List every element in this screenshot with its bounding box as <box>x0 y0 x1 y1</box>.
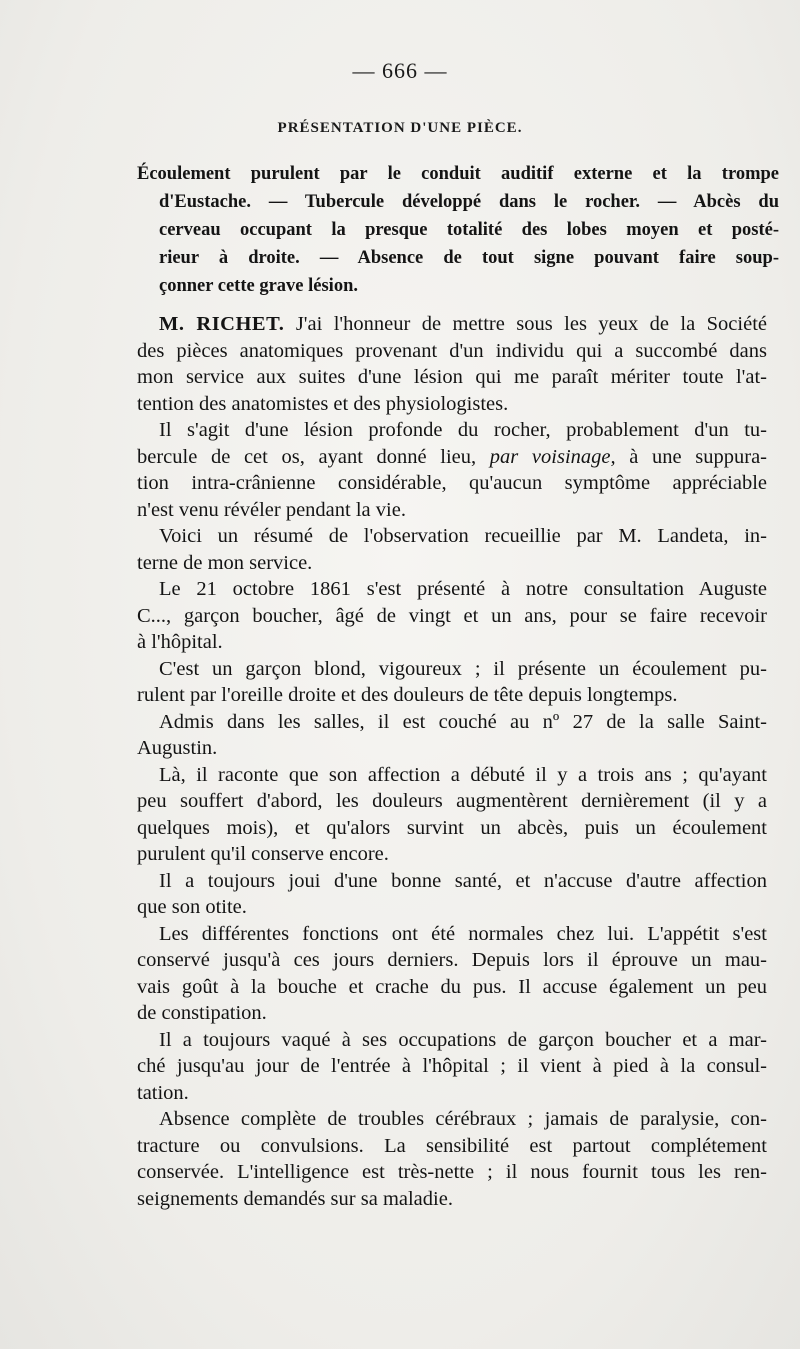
paragraph-line: Augustin. <box>137 737 218 759</box>
paragraph-line: n'est venu révéler pendant la vie. <box>137 498 406 521</box>
paragraph-line: terne de mon service. <box>137 551 313 574</box>
paragraph-line: conservé jusqu'à ces jours derniers. Depuis lors il éprouve un mau- <box>137 949 767 971</box>
paragraph-line: purulent qu'il conserve encore. <box>137 843 389 865</box>
paragraph-line: Il s'agit d'une lésion profonde du rocher, probablement d'un tu- <box>159 419 767 441</box>
paragraph-line: Voici un résumé de l'observation recueillie par M. Landeta, in- <box>159 525 767 547</box>
paragraph-line: seignements demandés sur sa maladie. <box>137 1187 453 1210</box>
paragraph-line <box>137 444 767 471</box>
paragraph-line: Absence complète de troubles cérébraux ; jamais de paralysie, con- <box>159 1108 767 1130</box>
paragraph-text: à une suppura- <box>615 445 767 468</box>
paragraph-line: ché jusqu'au jour de l'entrée à l'hôpital ; il vient à pied à la consul- <box>137 1055 767 1077</box>
paragraph-line: peu souffert d'abord, les douleurs augmentèrent dernièrement (il y a <box>137 790 767 812</box>
paragraph-line <box>137 311 767 338</box>
paragraph-line: à l'hôpital. <box>137 631 223 653</box>
case-summary <box>137 160 779 300</box>
summary-line: rieur à droite. — Absence de tout signe pouvant faire soup- <box>159 248 779 268</box>
paragraph-line: des pièces anatomiques provenant d'un individu qui a succombé dans <box>137 339 767 362</box>
summary-line: d'Eustache. — Tubercule développé dans le rocher. — Abcès du <box>159 192 779 212</box>
paragraph-line: Le 21 octobre 1861 s'est présenté à notre consultation Auguste <box>159 578 767 600</box>
section-title: PRÉSENTATION D'UNE PIÈCE. <box>277 120 523 136</box>
paragraph-line: Il a toujours vaqué à ses occupations de garçon boucher et a mar- <box>159 1028 767 1051</box>
paragraph-line: Là, il raconte que son affection a débuté il y a trois ans ; qu'ayant <box>159 763 767 786</box>
paragraph-line: conservée. L'intelligence est très-nette ; il nous fournit tous les ren- <box>137 1161 767 1183</box>
page-number: — 666 — <box>352 58 448 83</box>
paragraph-line: de constipation. <box>137 1002 267 1024</box>
paragraph-line: Admis dans les salles, il est couché au nº 27 de la salle Saint- <box>159 710 767 733</box>
paragraph-line: mon service aux suites d'une lésion qui me paraît mériter toute l'at- <box>137 366 767 388</box>
paragraph-line: vais goût à la bouche et crache du pus. Il accuse également un peu <box>137 975 767 998</box>
paragraph-line: tracture ou convulsions. La sensibilité est partout complétement <box>137 1134 767 1157</box>
paragraph-line: quelques mois), et qu'alors survint un abcès, puis un écoulement <box>137 816 767 839</box>
paragraph-line: rulent par l'oreille droite et des douleurs de tête depuis longtemps. <box>137 684 678 706</box>
summary-line: çonner cette grave lésion. <box>159 276 358 296</box>
paragraph-line: tion intra-crânienne considérable, qu'aucun symptôme appréciable <box>137 472 767 494</box>
paragraph-line: que son otite. <box>137 896 247 918</box>
paragraph-line: C..., garçon boucher, âgé de vingt et un ans, pour se faire recevoir <box>137 604 767 627</box>
paragraph-text: bercule de cet os, ayant donné lieu, <box>137 445 490 468</box>
paragraph-line: Les différentes fonctions ont été normales chez lui. L'appétit s'est <box>159 922 767 945</box>
body-text <box>137 311 767 1212</box>
paragraph-line: tention des anatomistes et des physiologistes. <box>137 392 509 415</box>
paragraph-line: C'est un garçon blond, vigoureux ; il présente un écoulement pu- <box>159 657 767 680</box>
paragraph-line: Il a toujours joui d'une bonne santé, et n'accuse d'autre affection <box>159 869 767 892</box>
paragraph-text: J'ai l'honneur de mettre sous les yeux de la Société <box>295 313 767 335</box>
italic-phrase: par voisinage, <box>489 445 616 468</box>
paragraph-line: tation. <box>137 1081 189 1104</box>
speaker-name: M. RICHET. <box>159 313 285 335</box>
summary-line: cerveau occupant la presque totalité des lobes moyen et posté- <box>159 220 779 240</box>
summary-line: Écoulement purulent par le conduit auditif externe et la trompe <box>137 164 779 184</box>
